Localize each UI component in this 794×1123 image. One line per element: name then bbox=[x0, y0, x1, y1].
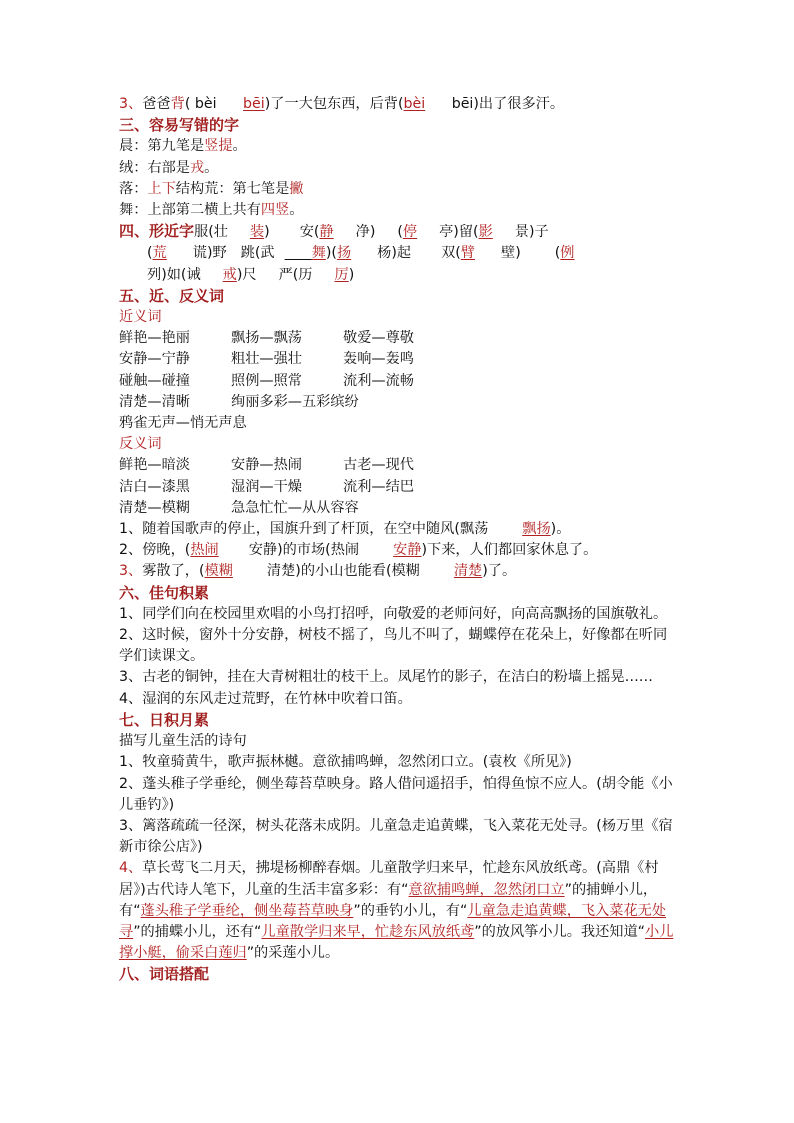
answer: 撇 bbox=[289, 180, 304, 197]
text: ”的捕蝶小儿，还有“ bbox=[133, 923, 262, 940]
text: 谎)野 bbox=[192, 245, 227, 262]
poem-item: 3、篱落疏疏一径深，树头花落未成阴。儿童急走追黄蝶，飞入菜花无处寻。(杨万里《宿新市徐公店》) bbox=[119, 817, 673, 856]
word-pair: 粗壮—强壮 bbox=[231, 351, 302, 368]
answer: 蓬头稚子学垂纶，侧坐莓苔草映身 bbox=[140, 902, 354, 919]
text: 爸爸 bbox=[142, 96, 171, 112]
antonym-title: 反义词 bbox=[119, 436, 162, 453]
section-7-title: 七、日积月累 bbox=[119, 710, 210, 729]
s3-row-3 bbox=[119, 179, 679, 200]
word-pair: 洁白—漆黑 bbox=[119, 478, 190, 495]
section-5-title: 五、近、反义词 bbox=[119, 286, 225, 305]
answer: 清楚 bbox=[453, 563, 483, 580]
s3-row-1 bbox=[119, 136, 679, 157]
text: 景)子 bbox=[514, 224, 549, 241]
answer: 竖提 bbox=[204, 138, 233, 155]
text: 列)如(诫 bbox=[147, 266, 201, 283]
item-number: 4、 bbox=[119, 860, 143, 877]
s3-row-4 bbox=[119, 200, 679, 221]
sentence-item: 4、湿润的东风走过荒野，在竹林中吹着口笛。 bbox=[119, 690, 412, 707]
answer: 儿童散学归来早，忙趁东风放纸鸢 bbox=[261, 923, 475, 940]
text: )下来，人们都回家休息了。 bbox=[421, 542, 598, 559]
answer: 荒 bbox=[152, 245, 167, 262]
word-pair: 碰触—碰撞 bbox=[119, 372, 190, 389]
poem-item: 1、牧童骑黄牛，歌声振林樾。意欲捕鸣蝉，忽然闭口立。(袁枚《所见》) bbox=[119, 754, 572, 771]
answer: 停 bbox=[402, 224, 418, 241]
answer: 影 bbox=[478, 224, 493, 241]
text: ( bbox=[147, 245, 153, 262]
text: 。 bbox=[232, 138, 247, 155]
s4-row-3 bbox=[119, 265, 679, 286]
answer: 舞 bbox=[311, 245, 326, 262]
synonym-row: 鸦雀无声—悄无声息 bbox=[119, 415, 247, 432]
answer: 戒 bbox=[222, 266, 237, 283]
text: ) bbox=[264, 224, 270, 241]
blank bbox=[285, 245, 312, 261]
text: )( bbox=[325, 245, 337, 262]
text: 严(历 bbox=[278, 266, 313, 283]
item-number: 3、 bbox=[119, 96, 143, 112]
section-8-title: 八、词语搭配 bbox=[119, 965, 210, 984]
text: ) bbox=[348, 266, 355, 283]
antonym-row bbox=[119, 477, 679, 498]
word-pair: 飘扬—飘荡 bbox=[231, 330, 302, 347]
section-4-title: 四、形近字 bbox=[119, 222, 195, 241]
text: 双( bbox=[441, 245, 461, 262]
synonym-row bbox=[119, 392, 679, 413]
text: 落： bbox=[119, 180, 148, 197]
answer: 扬 bbox=[336, 245, 352, 262]
word-pair: 湿润—干燥 bbox=[231, 478, 302, 495]
answer: 臂 bbox=[460, 245, 475, 262]
s4-row-1 bbox=[119, 221, 679, 243]
text: )尺 bbox=[236, 266, 257, 283]
poem-subtitle: 描写儿童生活的诗句 bbox=[119, 733, 247, 750]
poem-item-4 bbox=[119, 858, 679, 964]
word-pair: 敬爱—尊敬 bbox=[343, 330, 414, 347]
exercise-1 bbox=[119, 519, 679, 540]
text: 草长莺飞二月天，拂堤杨柳醉春烟。儿童散学归来早，忙趁东风放纸鸢。(高鼎《村居》)古代诗人笔下，儿童的生活丰富多彩：有“ bbox=[119, 860, 659, 898]
word-pair: 流利—结巴 bbox=[343, 478, 414, 495]
text: 绒：右部是 bbox=[119, 159, 190, 176]
word-pair: 照例—照常 bbox=[231, 372, 302, 389]
answer: 意欲捕鸣蝉，忽然闭口立 bbox=[408, 881, 565, 898]
text: 安静)的市场(热闹 bbox=[248, 542, 360, 559]
sentence-item: 2、这时候，窗外十分安静，树枝不摇了，鸟儿不叫了，蝴蝶停在花朵上，好像都在听同学们读课文。 bbox=[119, 627, 668, 665]
sentence-item: 1、同学们向在校园里欢唱的小鸟打招呼，向敬爱的老师问好，向高高飘扬的国旗敬礼。 bbox=[119, 605, 668, 622]
answer: 上下 bbox=[147, 180, 176, 197]
word-pair: 古老—现代 bbox=[343, 457, 414, 474]
exercise-3 bbox=[119, 561, 679, 582]
section-3-title: 三、容易写错的字 bbox=[119, 116, 240, 135]
text: 跳(武 bbox=[240, 245, 275, 262]
text: 。 bbox=[204, 159, 219, 176]
answer: 飘扬 bbox=[522, 521, 551, 538]
synonym-row bbox=[119, 349, 679, 370]
text: 晨：第九笔是 bbox=[119, 138, 205, 155]
antonym-row bbox=[119, 498, 679, 519]
text: 。 bbox=[289, 202, 304, 219]
poem-item: 2、蓬头稚子学垂纶，侧坐莓苔草映身。路人借问遥招手，怕得鱼惊不应人。(胡令能《小儿垂钓》) bbox=[119, 775, 673, 813]
word-pair: 安静—宁静 bbox=[119, 351, 190, 368]
text: 亭)留( bbox=[439, 224, 479, 241]
text: ”的捕蝉小儿，有“ bbox=[119, 881, 658, 919]
text: ( bèi bbox=[184, 96, 222, 112]
text: )了一大包东西，后背( bbox=[264, 96, 404, 112]
section-6-title: 六、佳句积累 bbox=[119, 583, 210, 602]
text: )。 bbox=[550, 521, 571, 538]
synonym-row bbox=[119, 328, 679, 349]
answer: 厉 bbox=[334, 266, 349, 283]
exercise-2 bbox=[119, 540, 679, 561]
word-pair: 鲜艳—艳丽 bbox=[119, 330, 190, 347]
text: ”的采莲小儿。 bbox=[246, 945, 340, 962]
text: 壁) bbox=[501, 245, 521, 262]
worksheet-page bbox=[119, 94, 679, 986]
word-pair: 绚丽多彩—五彩缤纷 bbox=[231, 393, 359, 410]
answer: bèi bbox=[403, 96, 426, 112]
text: 结构荒：第七笔是 bbox=[175, 180, 290, 197]
item-number: 3、 bbox=[119, 563, 143, 580]
text: ”的垂钓小儿，有“ bbox=[353, 902, 468, 919]
word-pair: 鲜艳—暗淡 bbox=[119, 457, 190, 474]
synonym-row bbox=[119, 371, 679, 392]
text: 雾散了，( bbox=[142, 563, 205, 580]
answer: 儿童急走追黄蝶，飞入菜花无处寻 bbox=[119, 902, 667, 940]
sentence-item: 3、古老的铜钟，挂在大青树粗壮的枝干上。凤尾竹的影子，在洁白的粉墙上摇晃…… bbox=[119, 669, 653, 686]
answer: 静 bbox=[319, 224, 334, 241]
text: 清楚)的小山也能看(模糊 bbox=[266, 563, 420, 580]
answer: 四竖 bbox=[260, 202, 290, 219]
answer: 小儿撑小艇，偷采白莲归 bbox=[119, 923, 674, 962]
text: 2、傍晚，( bbox=[119, 542, 191, 559]
word-pair: 轰响—轰鸣 bbox=[343, 351, 414, 368]
answer: 背 bbox=[170, 96, 185, 112]
word-pair: 清楚—模糊 bbox=[119, 499, 190, 516]
text: 1、随着国歌声的停止，国旗升到了杆顶，在空中随风(飘荡 bbox=[119, 521, 489, 538]
s3-row-2 bbox=[119, 158, 679, 179]
text: 净) bbox=[355, 224, 376, 241]
answer: 安静 bbox=[393, 542, 422, 559]
word-pair: 清楚—清晰 bbox=[119, 393, 190, 410]
line-3 bbox=[119, 94, 679, 115]
answer: 例 bbox=[560, 245, 575, 262]
answer: 模糊 bbox=[204, 563, 233, 580]
answer: 装 bbox=[249, 224, 265, 241]
text: 安( bbox=[299, 224, 320, 241]
text: ”的放风筝小儿。我还知道“ bbox=[474, 923, 645, 940]
s4-row-2 bbox=[119, 243, 679, 264]
text: bēi)出了很多汗。 bbox=[447, 96, 565, 112]
text: 舞：上部第二横上共有 bbox=[119, 202, 261, 219]
text: 杨)起 bbox=[377, 245, 412, 262]
word-pair: 急急忙忙—从从容容 bbox=[231, 499, 359, 516]
answer: 戎 bbox=[189, 159, 205, 176]
antonym-row bbox=[119, 455, 679, 476]
text: )了。 bbox=[482, 563, 517, 580]
text: ( bbox=[397, 224, 403, 241]
word-pair: 流利—流畅 bbox=[343, 372, 414, 389]
answer: 热闹 bbox=[190, 542, 219, 559]
answer: bēi bbox=[243, 96, 265, 112]
word-pair: 安静—热闹 bbox=[231, 457, 302, 474]
text: ( bbox=[554, 245, 561, 262]
text: 服(壮 bbox=[194, 224, 228, 241]
synonym-title: 近义词 bbox=[119, 309, 162, 326]
